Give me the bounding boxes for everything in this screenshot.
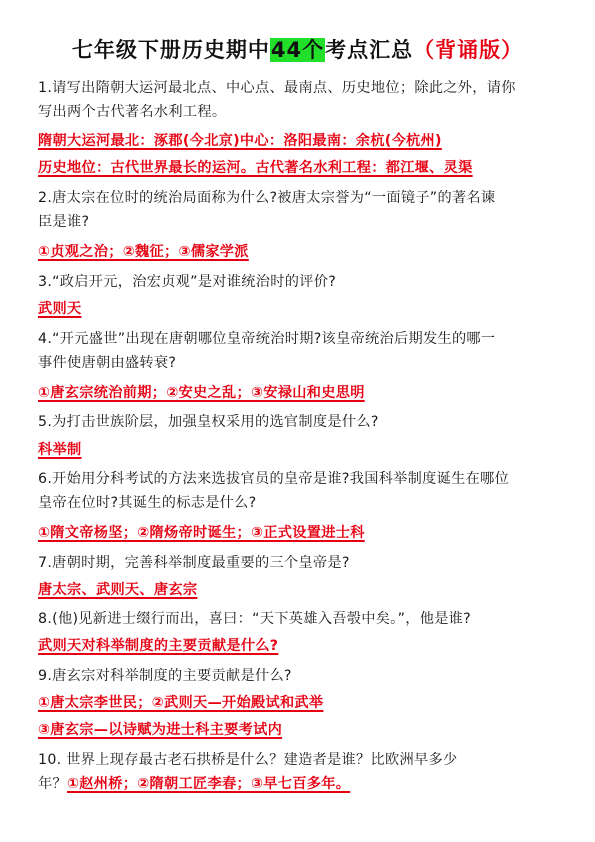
question-line: 10. 世界上现存最古老石拱桥是什么？建造者是谁？比欧洲早多少 [38, 752, 458, 768]
question-5 [38, 410, 558, 434]
question-line: 皇帝在位时?其诞生的标志是什么? [38, 495, 257, 511]
question-line-last [38, 772, 558, 796]
question-6 [38, 467, 558, 515]
question-line: 2.唐太宗在位时的统治局面称为什么?被唐太宗誉为“一面镜子”的著名谏 [38, 190, 496, 206]
title-highlight: 44个 [270, 38, 325, 62]
question-line: 写出两个古代著名水利工程。 [38, 104, 227, 120]
title-sub: 考点汇总 [325, 38, 414, 62]
answer-4: ①唐玄宗统治前期；②安史之乱；③安禄山和史思明 [38, 385, 365, 401]
question-line: 臣是谁? [38, 214, 90, 230]
answer-3: 武则天 [38, 301, 82, 317]
answer-10: ①赵州桥；②隋朝工匠李春；③早七百多年。 [66, 776, 351, 792]
title-version: （背诵版） [413, 38, 524, 62]
question-line: 5.为打击世族阶层，加强皇权采用的选官制度是什么? [38, 414, 379, 430]
question-line: 9.唐玄宗对科举制度的主要贡献是什么? [38, 668, 292, 684]
question-1 [38, 76, 558, 124]
question-line: 1.请写出隋朝大运河最北点、中心点、最南点、历史地位；除此之外，请你 [38, 80, 516, 96]
question-line: 3.“政启开元，治宏贞观”是对谁统治时的评价? [38, 274, 337, 290]
answer-9a: ①唐太宗李世民；②武则天—开始殿试和武举 [38, 695, 324, 711]
answer-6: ①隋文帝杨坚；②隋炀帝时诞生；③正式设置进士科 [38, 525, 365, 541]
answer-1b: 历史地位：古代世界最长的运河。古代著名水利工程：都江堰、灵渠 [38, 160, 473, 176]
question-line: 6.开始用分科考试的方法来选拔官员的皇帝是谁?我国科举制度诞生在哪位 [38, 471, 510, 487]
question-line: 8.(他)见新进士缀行而出，喜曰：“天下英雄入吾彀中矣。”，他是谁? [38, 611, 472, 627]
question-8 [38, 607, 558, 631]
question-9 [38, 664, 558, 688]
question-line: 事件使唐朝由盛转衰? [38, 355, 177, 371]
question-prefix: 年？ [38, 776, 67, 792]
answer-5: 科举制 [38, 442, 82, 458]
title-main: 七年级下册历史期中 [71, 38, 270, 62]
question-line: 7.唐朝时期，完善科举制度最重要的三个皇帝是? [38, 555, 350, 571]
question-line: 4.“开元盛世”出现在唐朝哪位皇帝统治时期?该皇帝统治后期发生的哪一 [38, 331, 496, 347]
question-3 [38, 270, 558, 294]
page-title [0, 34, 595, 64]
answer-2: ①贞观之治；②魏征；③儒家学派 [38, 244, 249, 260]
question-4 [38, 327, 558, 375]
answer-1a: 隋朝大运河最北：涿郡(今北京)中心：洛阳最南：余杭(今杭州) [38, 133, 442, 149]
answer-7: 唐太宗、武则天、唐玄宗 [38, 582, 198, 598]
question-7 [38, 551, 558, 575]
question-2 [38, 186, 558, 234]
question-10 [38, 748, 558, 796]
answer-8: 武则天对科举制度的主要贡献是什么? [38, 638, 279, 654]
answer-9b: ③唐玄宗—以诗赋为进士科主要考试内 [38, 722, 283, 738]
